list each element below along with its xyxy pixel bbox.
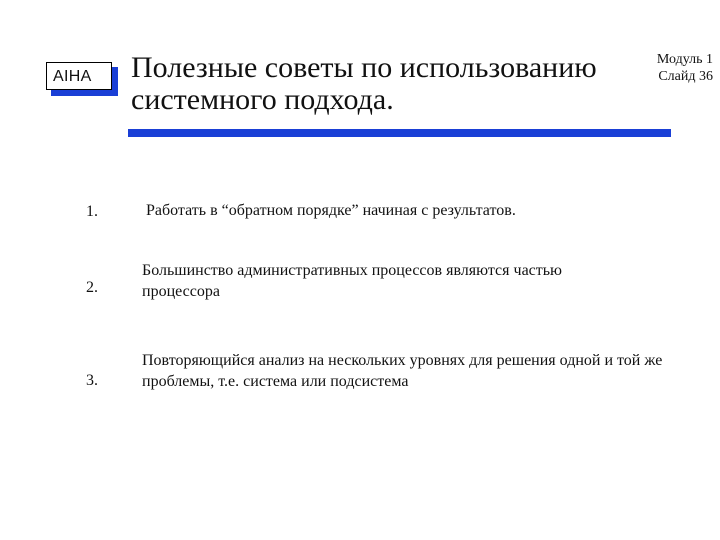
slide-module-info	[633, 51, 713, 85]
logo-box	[46, 62, 112, 90]
slide-number: Слайд 36	[658, 69, 713, 84]
list-item-number: 2.	[86, 279, 98, 296]
list-item-text: Повторяющийся анализ на нескольких уровнях для решения одной и той же проблемы, т.е. система или подсистема	[142, 352, 663, 390]
list-item-text: Большинство административных процессов являются частью процессора	[142, 262, 563, 300]
list-item-number: 3.	[86, 372, 98, 389]
title-divider	[128, 129, 671, 137]
slide-title: Полезные советы по использованию системного подхода.	[131, 51, 597, 116]
logo-shadow	[51, 90, 118, 96]
logo-text: AIHA	[53, 68, 92, 85]
module-label: Модуль 1	[656, 52, 713, 67]
aiha-logo	[46, 62, 118, 96]
list-item-text: Работать в “обратном порядке” начиная с результатов.	[146, 202, 516, 219]
list-item-number: 1.	[86, 203, 98, 220]
